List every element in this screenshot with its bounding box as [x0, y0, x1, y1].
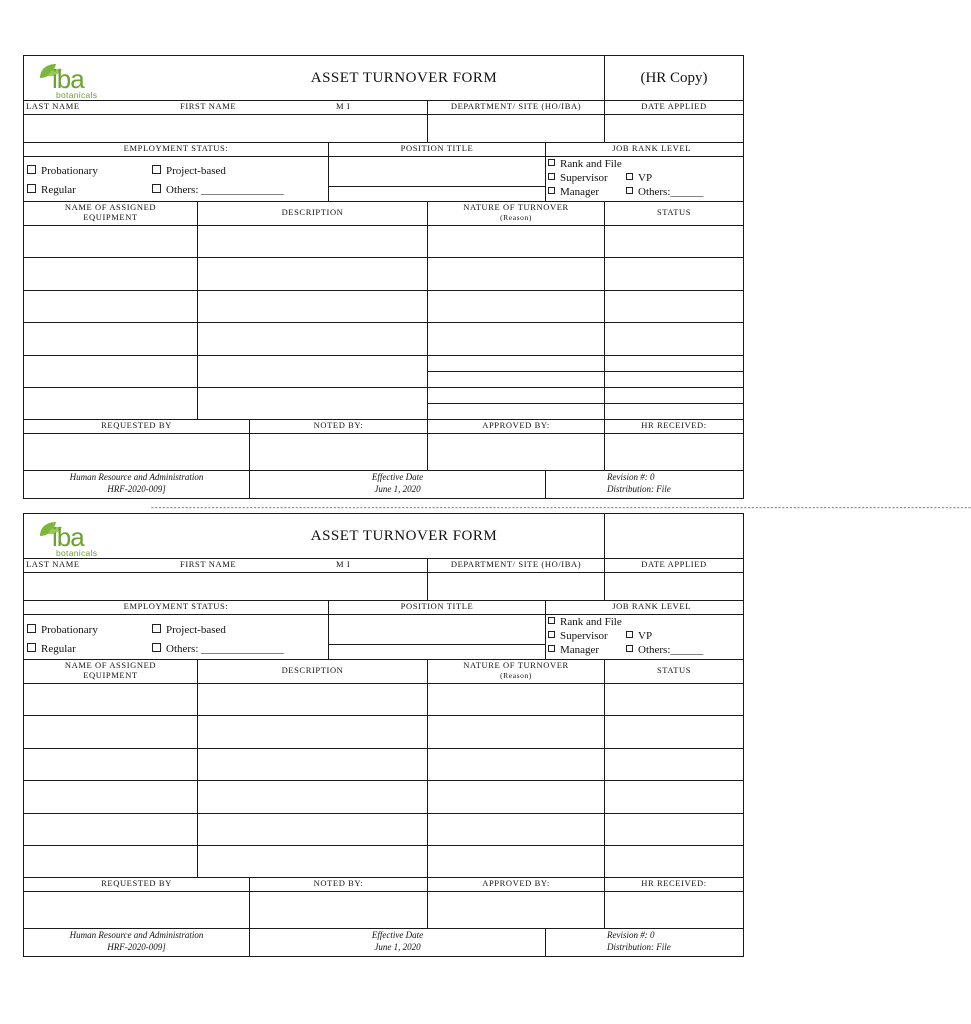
- equipment-table-body[interactable]: [24, 226, 743, 419]
- checkbox-icon: [27, 624, 36, 633]
- checkbox-icon: [152, 624, 161, 633]
- supervisor-checkbox[interactable]: Supervisor: [548, 172, 608, 185]
- probationary-checkbox[interactable]: Probationary: [27, 624, 98, 637]
- employee-name-field[interactable]: [24, 573, 427, 600]
- requested-by-header: REQUESTED BY: [101, 420, 172, 430]
- logo-wordmark: iba: [52, 64, 84, 94]
- approved-by-header: APPROVED BY:: [482, 420, 550, 430]
- mi-header: M I: [336, 101, 351, 111]
- project-based-checkbox[interactable]: Project-based: [152, 165, 226, 178]
- others-rank-checkbox[interactable]: Others:______: [626, 186, 703, 199]
- manager-checkbox[interactable]: Manager: [548, 644, 599, 657]
- supervisor-checkbox[interactable]: Supervisor: [548, 630, 608, 643]
- others-employment-checkbox[interactable]: Others: _______________: [152, 643, 284, 656]
- date-applied-header: DATE APPLIED: [641, 559, 707, 569]
- checkbox-icon: [548, 631, 555, 638]
- checkbox-icon: [27, 165, 36, 174]
- date-applied-header: DATE APPLIED: [641, 101, 707, 111]
- employment-status-header: EMPLOYMENT STATUS:: [123, 601, 229, 611]
- position-title-field[interactable]: [329, 157, 545, 185]
- others-employment-checkbox[interactable]: Others: _______________: [152, 184, 284, 197]
- department-header: DEPARTMENT/ SITE (HO/IBA): [450, 559, 582, 569]
- others-rank-checkbox[interactable]: Others:______: [626, 644, 703, 657]
- footer-effective-date: Effective Date June 1, 2020: [371, 472, 424, 494]
- department-header: DEPARTMENT/ SITE (HO/IBA): [450, 101, 582, 111]
- vp-checkbox[interactable]: VP: [626, 630, 652, 643]
- checkbox-icon: [548, 173, 555, 180]
- asset-turnover-form-hr-copy: [23, 55, 744, 499]
- logo-wordmark: iba: [52, 522, 84, 552]
- footer-revision: Revision #: 0 Distribution: File: [607, 930, 671, 952]
- form-title: ASSET TURNOVER FORM: [310, 528, 498, 544]
- employee-name-field[interactable]: [24, 115, 427, 142]
- checkbox-icon: [626, 631, 633, 638]
- department-field[interactable]: [428, 115, 604, 142]
- iba-botanicals-logo: [34, 60, 114, 100]
- checkbox-icon: [27, 184, 36, 193]
- date-applied-field[interactable]: [605, 573, 743, 600]
- equipment-table-body[interactable]: [24, 684, 743, 877]
- footer-revision: Revision #: 0 Distribution: File: [607, 472, 671, 494]
- iba-botanicals-logo: [34, 518, 114, 558]
- last-name-header: LAST NAME: [26, 559, 80, 569]
- job-rank-level-header: JOB RANK LEVEL: [612, 601, 691, 611]
- checkbox-icon: [548, 159, 555, 166]
- date-applied-field[interactable]: [605, 115, 743, 142]
- asset-turnover-form-employee-copy: [23, 513, 744, 957]
- checkbox-icon: [152, 165, 161, 174]
- position-title-field[interactable]: [329, 615, 545, 643]
- equipment-header: NAME OF ASSIGNED EQUIPMENT: [64, 660, 157, 680]
- rank-and-file-checkbox[interactable]: Rank and File: [548, 616, 622, 629]
- checkbox-icon: [548, 617, 555, 624]
- department-field[interactable]: [428, 573, 604, 600]
- regular-checkbox[interactable]: Regular: [27, 184, 76, 197]
- noted-by-header: NOTED BY:: [313, 878, 364, 888]
- description-header: DESCRIPTION: [281, 665, 344, 675]
- checkbox-icon: [152, 643, 161, 652]
- checkbox-icon: [626, 173, 633, 180]
- noted-by-header: NOTED BY:: [313, 420, 364, 430]
- equipment-header: NAME OF ASSIGNED EQUIPMENT: [64, 202, 157, 222]
- cut-line-divider: ------------------------------------------------------------------------------------------------------------------------------------------------------------------------------------------------------------------------: [150, 504, 971, 513]
- hr-received-header: HR RECEIVED:: [641, 878, 707, 888]
- job-rank-level-header: JOB RANK LEVEL: [612, 143, 691, 153]
- position-title-header: POSITION TITLE: [400, 601, 474, 611]
- approved-by-header: APPROVED BY:: [482, 878, 550, 888]
- form-title: ASSET TURNOVER FORM: [310, 70, 498, 86]
- project-based-checkbox[interactable]: Project-based: [152, 624, 226, 637]
- checkbox-icon: [626, 645, 633, 652]
- manager-checkbox[interactable]: Manager: [548, 186, 599, 199]
- checkbox-icon: [152, 184, 161, 193]
- first-name-header: FIRST NAME: [180, 101, 237, 111]
- logo-subtitle: botanicals: [56, 548, 98, 558]
- checkbox-icon: [27, 643, 36, 652]
- position-title-header: POSITION TITLE: [400, 143, 474, 153]
- requested-by-header: REQUESTED BY: [101, 878, 172, 888]
- checkbox-icon: [548, 645, 555, 652]
- checkbox-icon: [626, 187, 633, 194]
- nature-of-turnover-header: NATURE OF TURNOVER (Reason): [463, 660, 569, 680]
- employment-status-header: EMPLOYMENT STATUS:: [123, 143, 229, 153]
- checkbox-icon: [548, 187, 555, 194]
- signature-fields[interactable]: [24, 434, 743, 470]
- rank-and-file-checkbox[interactable]: Rank and File: [548, 158, 622, 171]
- nature-of-turnover-header: NATURE OF TURNOVER (Reason): [463, 202, 569, 222]
- status-header: STATUS: [656, 665, 692, 675]
- status-header: STATUS: [656, 207, 692, 217]
- description-header: DESCRIPTION: [281, 207, 344, 217]
- probationary-checkbox[interactable]: Probationary: [27, 165, 98, 178]
- hr-copy-label: (HR Copy): [640, 70, 708, 86]
- mi-header: M I: [336, 559, 351, 569]
- first-name-header: FIRST NAME: [180, 559, 237, 569]
- hr-received-header: HR RECEIVED:: [641, 420, 707, 430]
- footer-department: Human Resource and Administration HRF-2020-009]: [69, 472, 204, 494]
- footer-effective-date: Effective Date June 1, 2020: [371, 930, 424, 952]
- signature-fields[interactable]: [24, 892, 743, 928]
- logo-subtitle: botanicals: [56, 90, 98, 100]
- last-name-header: LAST NAME: [26, 101, 80, 111]
- vp-checkbox[interactable]: VP: [626, 172, 652, 185]
- regular-checkbox[interactable]: Regular: [27, 643, 76, 656]
- footer-department: Human Resource and Administration HRF-2020-009]: [69, 930, 204, 952]
